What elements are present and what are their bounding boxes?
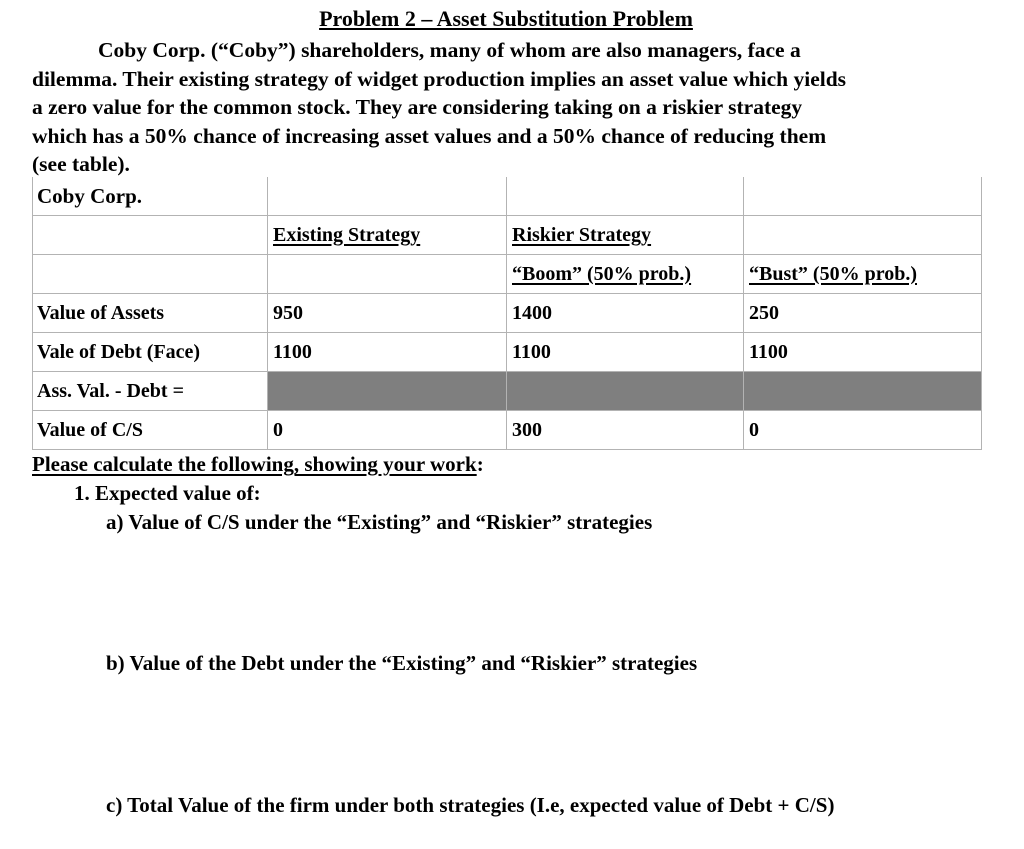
cell-existing: 950: [273, 301, 303, 324]
row-label: Value of C/S: [37, 418, 143, 441]
header-riskier-label: Riskier Strategy: [512, 223, 652, 246]
question-1a: a) Value of C/S under the “Existing” and “Riskier” strategies: [106, 510, 653, 534]
header-bust: [744, 255, 981, 293]
row-label: Value of Assets: [37, 301, 165, 324]
instructions-heading-colon: :: [476, 452, 484, 476]
cell-boom: 1400: [512, 301, 552, 324]
cell-bust: 250: [749, 301, 779, 324]
shaded-row: [267, 372, 982, 411]
cell-existing: 1100: [273, 340, 312, 363]
row-label: Vale of Debt (Face): [37, 340, 201, 363]
grid-line: [981, 177, 982, 450]
intro-line: dilemma. Their existing strategy of widget production implies an asset value which yields: [32, 66, 847, 91]
header-boom: [507, 255, 743, 293]
intro-line: a zero value for the common stock. They are considering taking on a riskier strategy: [32, 95, 803, 119]
header-boom-label: “Boom” (50% prob.): [512, 262, 692, 285]
grid-line: [32, 449, 982, 450]
cell-existing: 0: [273, 418, 283, 441]
header-riskier-strategy: [507, 216, 743, 254]
header-existing-label: Existing Strategy: [273, 223, 421, 246]
row-label: Ass. Val. - Debt =: [37, 379, 184, 402]
question-1: 1. Expected value of:: [74, 481, 261, 505]
cell-boom: 300: [512, 418, 542, 441]
header-bust-label: “Bust” (50% prob.): [749, 262, 917, 285]
header-existing-strategy: [268, 216, 506, 254]
question-1b: b) Value of the Debt under the “Existing” and “Riskier” strategies: [106, 651, 698, 675]
cell-boom: 1100: [512, 340, 551, 363]
page-title: Problem 2 – Asset Substitution Problem: [319, 6, 693, 31]
intro-line: (see table).: [32, 152, 130, 176]
intro-line: Coby Corp. (“Coby”) shareholders, many of whom are also managers, face a: [98, 38, 801, 62]
question-1c: c) Total Value of the firm under both strategies (I.e, expected value of Debt + C/S): [106, 793, 835, 817]
cell-bust: 1100: [749, 340, 788, 363]
instructions-heading: [32, 452, 484, 477]
cell-bust: 0: [749, 418, 759, 441]
table-caption: Coby Corp.: [37, 183, 143, 208]
intro-paragraph: [32, 36, 992, 179]
instructions-heading-text: Please calculate the following, showing your work: [32, 452, 477, 476]
coby-corp-table: [32, 177, 982, 450]
intro-line: which has a 50% chance of increasing asset values and a 50% chance of reducing them: [32, 123, 827, 148]
